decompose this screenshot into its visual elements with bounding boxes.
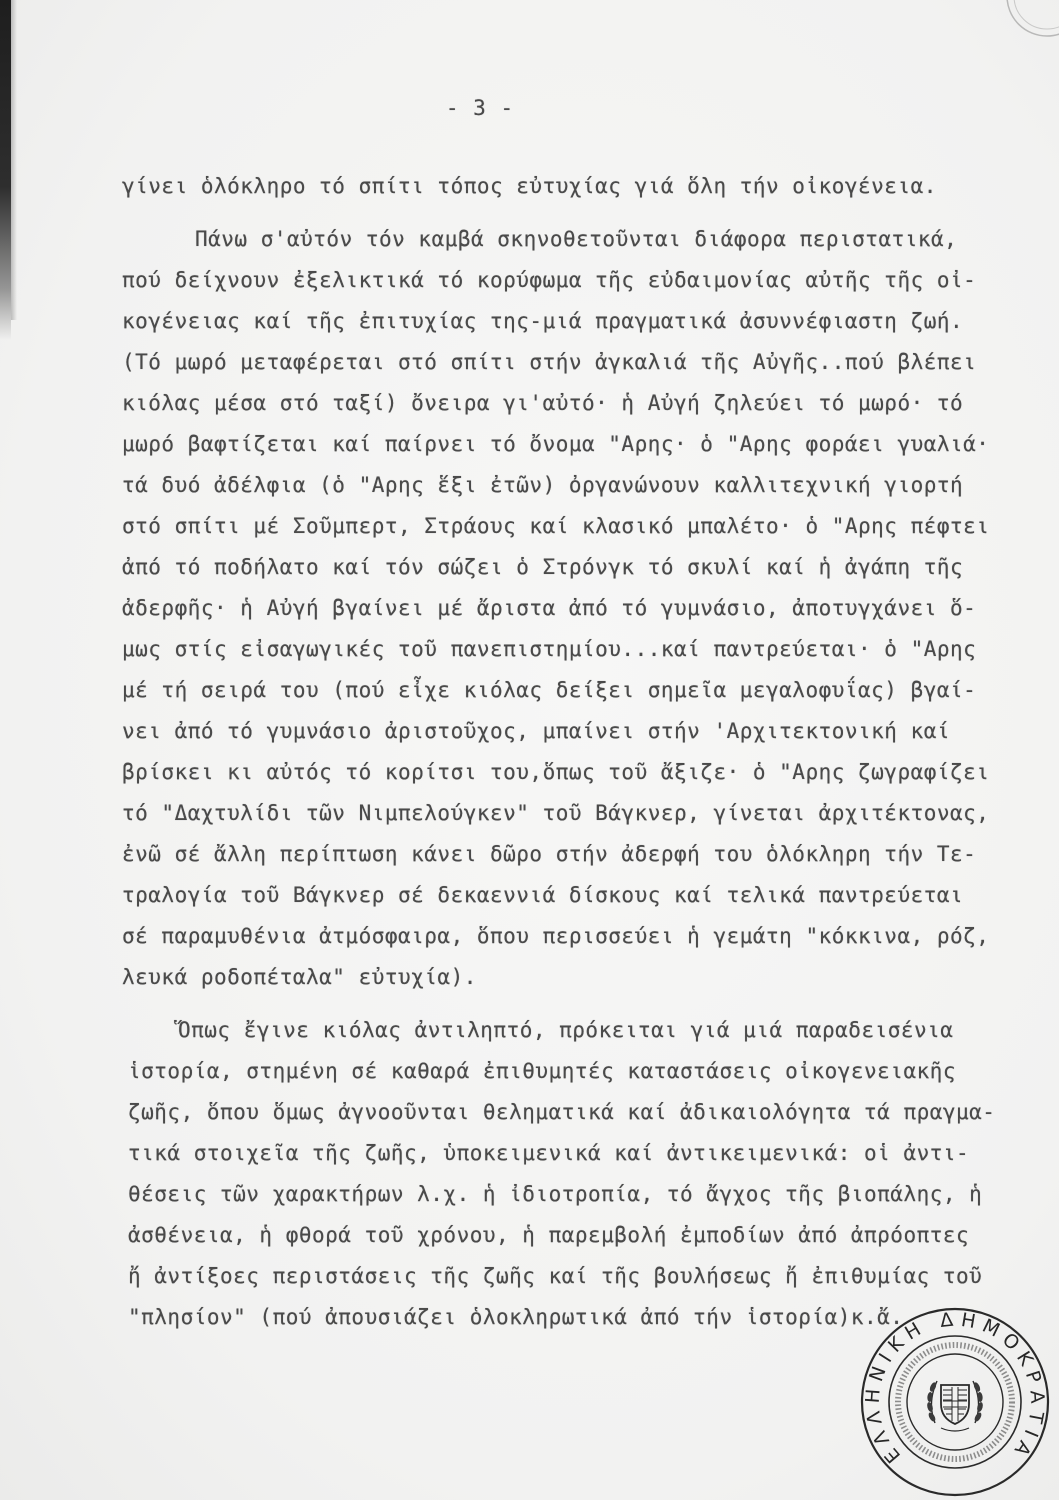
text-line: τικά στοιχεῖα τῆς ζωῆς, ὑποκειμενικά καί ἀντικειμενικά: οἱ ἀντι- (128, 1141, 970, 1165)
paragraph (122, 219, 1022, 998)
text-line: μως στίς εἰσαγωγικές τοῦ πανεπιστημίου...καί παντρεύεται· ὁ "Αρης (122, 637, 977, 661)
text-line: Ὅπως ἔγινε κιόλας ἀντιληπτό, πρόκειται γιά μιά παραδεισένια (178, 1018, 954, 1042)
text-line: τά δυό ἀδέλφια (ὁ "Αρης ἕξι ἐτῶν) ὀργανώνουν καλλιτεχνική γιορτή (122, 473, 964, 497)
text-line: κιόλας μέσα στό ταξί) ὄνειρα γι'αὐτό· ἡ Αὐγή ζηλεύει τό μωρό· τό (122, 391, 964, 415)
text-line: τό "Δαχτυλίδι τῶν Νιμπελούγκεν" τοῦ Βάγκνερ, γίνεται ἀρχιτέκτονας, (122, 801, 990, 825)
text-line: ἐνῶ σέ ἄλλη περίπτωση κάνει δῶρο στήν ἀδερφή του ὁλόκληρη τήν Τε- (122, 842, 977, 866)
text-line: νει ἀπό τό γυμνάσιο ἀριστοῦχος, μπαίνει στήν 'Αρχιτεκτονική καί (122, 719, 951, 743)
text-line: ἀδερφῆς· ἡ Αὐγή βγαίνει μέ ἄριστα ἀπό τό γυμνάσιο, ἀποτυγχάνει ὅ- (122, 596, 977, 620)
page-number: - 3 - (445, 96, 515, 120)
body-text (122, 166, 1022, 1350)
text-line: βρίσκει κι αὐτός τό κορίτσι του,ὅπως τοῦ ἄξιζε· ὁ "Αρης ζωγραφίζει (122, 760, 990, 784)
text-line: πού δείχνουν ἐξελικτικά τό κορύφωμα τῆς εὐδαιμονίας αὐτῆς τῆς οἰ- (122, 268, 977, 292)
text-line: στό σπίτι μέ Σοῦμπερτ, Στράους καί κλασικό μπαλέτο· ὁ "Αρης πέφτει (122, 514, 990, 538)
text-line: ἤ ἀντίξοες περιστάσεις τῆς ζωῆς καί τῆς βουλήσεως ἤ ἐπιθυμίας τοῦ (128, 1264, 983, 1288)
text-line: λευκά ροδοπέταλα" εὐτυχία). (122, 965, 477, 989)
text-line: μέ τή σειρά του (πού εἶχε κιόλας δείξει σημεῖα μεγαλοφυΐας) βγαί- (122, 678, 977, 702)
text-line: Πάνω σ'αὐτόν τόν καμβά σκηνοθετοῦνται διάφορα περιστατικά, (195, 227, 958, 251)
greek-coat-of-arms-icon (926, 1381, 984, 1431)
text-line: (Τό μωρό μεταφέρεται στό σπίτι στήν ἀγκαλιά τῆς Αὐγῆς..πού βλέπει (122, 350, 977, 374)
partial-seal-corner (985, 0, 1059, 42)
official-seal (855, 1305, 1055, 1500)
scan-edge-fade (11, 0, 17, 320)
seal-lettering: ΕΛΛΗΝΙΚΗ ΔΗΜΟΚΡΑΤΙΑ (861, 1308, 1049, 1467)
paragraph (122, 1010, 1022, 1338)
text-line: ἀσθένεια, ἡ φθορά τοῦ χρόνου, ἡ παρεμβολή ἐμποδίων ἀπό ἀπρόοπτες (128, 1223, 970, 1247)
text-line: μωρό βαφτίζεται καί παίρνει τό ὄνομα "Αρης· ὁ "Αρης φοράει γυαλιά· (122, 432, 990, 456)
paragraph (122, 166, 1022, 207)
text-line: θέσεις τῶν χαρακτήρων λ.χ. ἡ ἰδιοτροπία, τό ἄγχος τῆς βιοπάλης, ἡ (128, 1182, 983, 1206)
text-line: ἀπό τό ποδήλατο καί τόν σώζει ὁ Στρόνγκ τό σκυλί καί ἡ ἀγάπη τῆς (122, 555, 964, 579)
text-line: σέ παραμυθένια ἀτμόσφαιρα, ὅπου περισσεύει ἡ γεμάτη "κόκκινα, ρόζ, (122, 924, 990, 948)
text-line: ἱστορία, στημένη σέ καθαρά ἐπιθυμητές καταστάσεις οἰκογενειακῆς (128, 1059, 957, 1083)
text-line: ζωῆς, ὅπου ὅμως ἀγνοοῦνται θεληματικά καί ἀδικαιολόγητα τά πραγμα- (128, 1100, 996, 1124)
text-line: τραλογία τοῦ Βάγκνερ σέ δεκαεννιά δίσκους καί τελικά παντρεύεται (122, 883, 964, 907)
scan-edge-shadow (0, 0, 11, 340)
text-line: κογένειας καί τῆς ἐπιτυχίας της-μιά πραγματικά ἀσυννέφιαστη ζωή. (122, 309, 964, 333)
text-line: γίνει ὁλόκληρο τό σπίτι τόπος εὐτυχίας γιά ὅλη τήν οἰκογένεια. (122, 174, 937, 198)
text-line: "πλησίον" (πού ἀπουσιάζει ὁλοκληρωτικά ἀπό τήν ἱστορία)κ.ἄ. (128, 1305, 904, 1329)
